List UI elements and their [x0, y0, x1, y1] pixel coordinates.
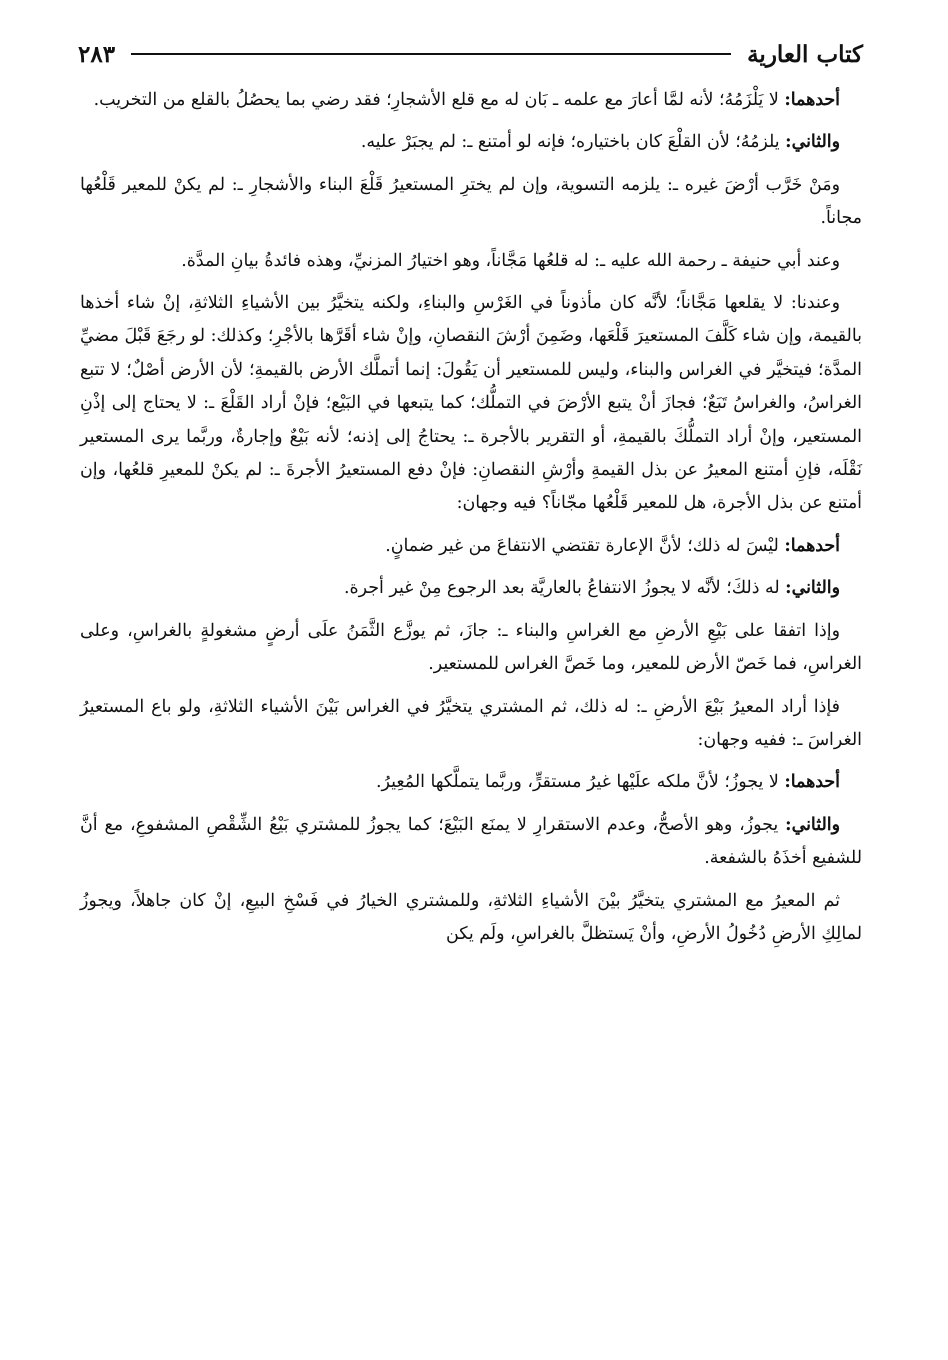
- paragraph: [80, 809, 862, 876]
- running-header: [78, 36, 863, 72]
- paragraph: [80, 126, 862, 159]
- paragraph: [80, 530, 862, 563]
- paragraph-lead: أحدهما:: [784, 772, 840, 793]
- paragraph: [80, 572, 862, 605]
- paragraph-text: ليْسَ له ذلك؛ لأنَّ الإعارة تقتضي الانتفاعَ من غير ضمانٍ.: [385, 535, 785, 556]
- paragraph-lead: والثاني:: [785, 814, 840, 835]
- paragraph: [80, 766, 862, 799]
- paragraph-text: لا يجوزُ؛ لأنَّ ملكه علَيْها غيرُ مستقرٍّ، وربَّما يتملَّكها المُعِيرُ.: [376, 772, 785, 793]
- paragraph-text: وإذا اتفقا على بَيْعِ الأرضِ مع الغراسِ والبناء ـ: جازَ، ثم يوزَّع الثَّمَنُ علَى أرضٍ مشغولةٍ بالغراسِ، وعلى الغراسِ، فما خَصّ الأرض للمعير، وما خَصَّ الغراس للمستعير.: [80, 620, 862, 675]
- paragraph-text: فإذا أراد المعيرُ بَيْعَ الأرضِ ـ: له ذلك، ثم المشتري يتخيَّرُ في الغراس بَيْنَ الأشياء الثلاثةِ، ولو باع المستعيرُ الغراسَ ـ: ففيه وجهان:: [80, 696, 862, 750]
- paragraph: [80, 885, 862, 952]
- paragraph-lead: والثاني:: [785, 578, 840, 599]
- paragraph-lead: والثاني:: [785, 132, 840, 153]
- page-body: [80, 84, 862, 951]
- paragraph: [80, 615, 862, 682]
- paragraph-lead: أحدهما:: [784, 90, 840, 110]
- chapter-title: كتاب العارية: [747, 40, 863, 68]
- paragraph-text: ومَنْ خَرَّب أرْضَ غيره ـ: يلزمه التسوية، وإن لم يخترِ المستعيرُ قَلْعَ البناء والأشجارِ ـ: لم يكنْ للمعير قَلْعُها مجاناً.: [80, 174, 862, 229]
- paragraph-lead: أحدهما:: [784, 535, 840, 556]
- page-number: ٢٨٣: [78, 40, 116, 68]
- paragraph: [80, 691, 862, 758]
- paragraph: [80, 84, 862, 117]
- paragraph-text: يلزمُهُ؛ لأن القلْعَ كان باختياره؛ فإنه لو أمتنع ـ: لم يجبَرْ عليه.: [360, 132, 786, 153]
- paragraph-text: يجوزُ، وهو الأصحُّ، وعدم الاستقرارِ لا يمنَع البَيْعَ؛ كما يجوزُ للمشتري بَيْعُ الشِّقْصِ المشفوعِ، مع أنَّ للشفيع أخذَهُ بالشفعة.: [80, 814, 862, 869]
- paragraph-text: لا يَلْزَمُهُ؛ لأنه لمَّا أعارَ مع علمه ـ بَان له مع قلع الأشجارِ؛ فقد رضي بما يحصُلُ بالقلع من التخريب.: [93, 90, 785, 110]
- paragraph-text: وعند أبي حنيفة ـ رحمة الله عليه ـ: له قلعُها مَجَّاناً، وهو اختيارُ المزنيِّ، وهذه فائدةُ بيانِ المدَّة.: [181, 250, 840, 271]
- paragraph: [80, 287, 862, 521]
- paragraph-text: ثم المعيرُ مع المشتري يتخيَّرُ بيْنَ الأشياءِ الثلاثةِ، وللمشتري الخيارُ في فَسْخِ البيعِ، إنْ كان جاهلاً، ويجوزُ لمالِكِ الأرضِ دُخُولُ الأرضِ، وأنْ يَستظلَّ بالغراسِ، ولَم يكن: [80, 890, 862, 944]
- paragraph-text: له ذلكَ؛ لأنَّه لا يجوزُ الانتفاعُ بالعاريَّة بعد الرجوع مِنْ غير أجرة.: [344, 578, 786, 599]
- header-rule: [131, 53, 731, 55]
- paragraph: [80, 169, 862, 236]
- paragraph-text: وعندنا: لا يقلعها مَجَّاناً؛ لأنَّه كان مأذوناً في الغَرْسِ والبناءِ، ولكنه يتخيَّرُ بين الأشياءِ الثلاثةِ، إنْ شاء أخذها بالقيمة، وإن شاء كَلَّفَ المستعيرَ قَلْعَها، وضَمِنَ أرْشَ النقصانِ، وإنْ شاء أقَرَّها بالأجْرِ؛ وكذلك: لو رجَعَ قَبْلَ مضيِّ المدَّة؛ فيتخيَّر في الغراس والبناء، وليس للمستعير أن يَقُولَ: إنما أتملَّك الأرض بالقيمةِ؛ لأن الأرض أصْلٌ؛ لا تتبع الغراسُ، والغراسُ تَبَعٌ؛ فجازَ أنْ يتبع الأرْضَ في التملُّك؛ كما يتبعها في البَيْع؛ فإنْ أراد القَلْعَ ـ: لا يحتاج إلى إذْنِ المستعير، وإنْ أراد التملُّكَ بالقيمةِ، أو التقرير بالأجرة ـ: يحتاجُ إلى إذنه؛ لأنه بَيْعٌ وإجارةٌ، وربَّما يرى المستعير نَقْلَه، فإنِ أمتنع المعيرُ عن بذل القيمةِ وأرْشِ النقصانِ: فإنْ دفع المستعيرُ الأجرةَ ـ: لم يكنْ للمعيرِ قلعُها، وإن أمتنع عن بذل الأجرة، هل للمعير قَلْعُها مجّاناً؟ فيه وجهان:: [80, 293, 862, 514]
- paragraph: [80, 245, 862, 278]
